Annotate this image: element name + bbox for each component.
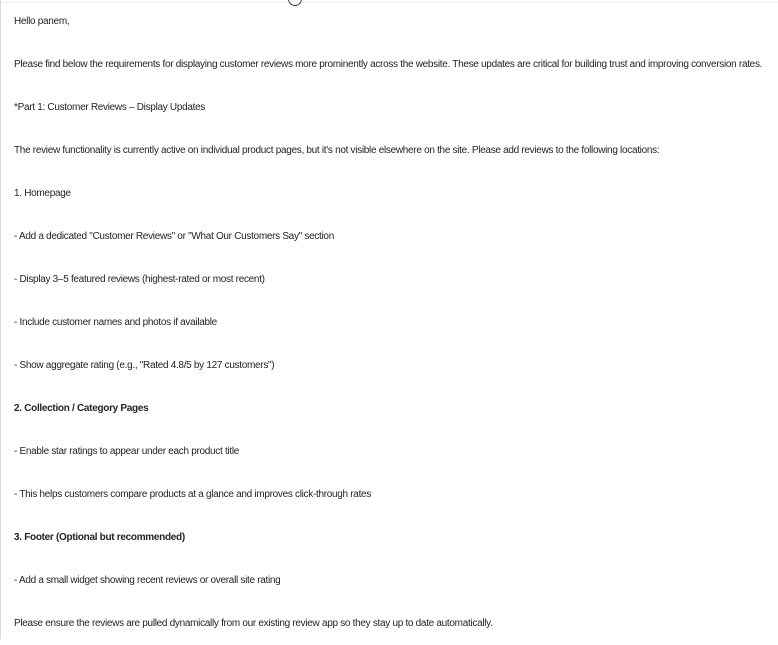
email-body <box>14 0 778 645</box>
paragraph: The review functionality is currently active on individual product pages, but it's not visible elsewhere on the site. Please add reviews to the following locations: <box>14 145 660 156</box>
paragraph: - Display 3–5 featured reviews (highest-rated or most recent) <box>14 274 265 285</box>
paragraph: Hello panem, <box>14 16 70 27</box>
paragraph: - Include customer names and photos if available <box>14 317 217 328</box>
paragraph: 2. Collection / Category Pages <box>14 403 149 414</box>
paragraph: - Show aggregate rating (e.g., "Rated 4.8/5 by 127 customers") <box>14 360 275 371</box>
paragraph: 3. Footer (Optional but recommended) <box>14 532 185 543</box>
paragraph: *Part 1: Customer Reviews – Display Updates <box>14 102 206 113</box>
paragraph: Please ensure the reviews are pulled dynamically from our existing review app so they stay up to date automatically. <box>14 618 493 629</box>
paragraph: - This helps customers compare products at a glance and improves click-through rates <box>14 489 372 500</box>
paragraph: - Add a dedicated "Customer Reviews" or "What Our Customers Say" section <box>14 231 334 242</box>
paragraph: 1. Homepage <box>14 188 71 199</box>
paragraph: - Add a small widget showing recent reviews or overall site rating <box>14 575 281 586</box>
paragraph: Please find below the requirements for displaying customer reviews more prominently across the website. These updates are critical for building trust and improving conversion rates. <box>14 59 763 70</box>
paragraph: - Enable star ratings to appear under each product title <box>14 446 240 457</box>
